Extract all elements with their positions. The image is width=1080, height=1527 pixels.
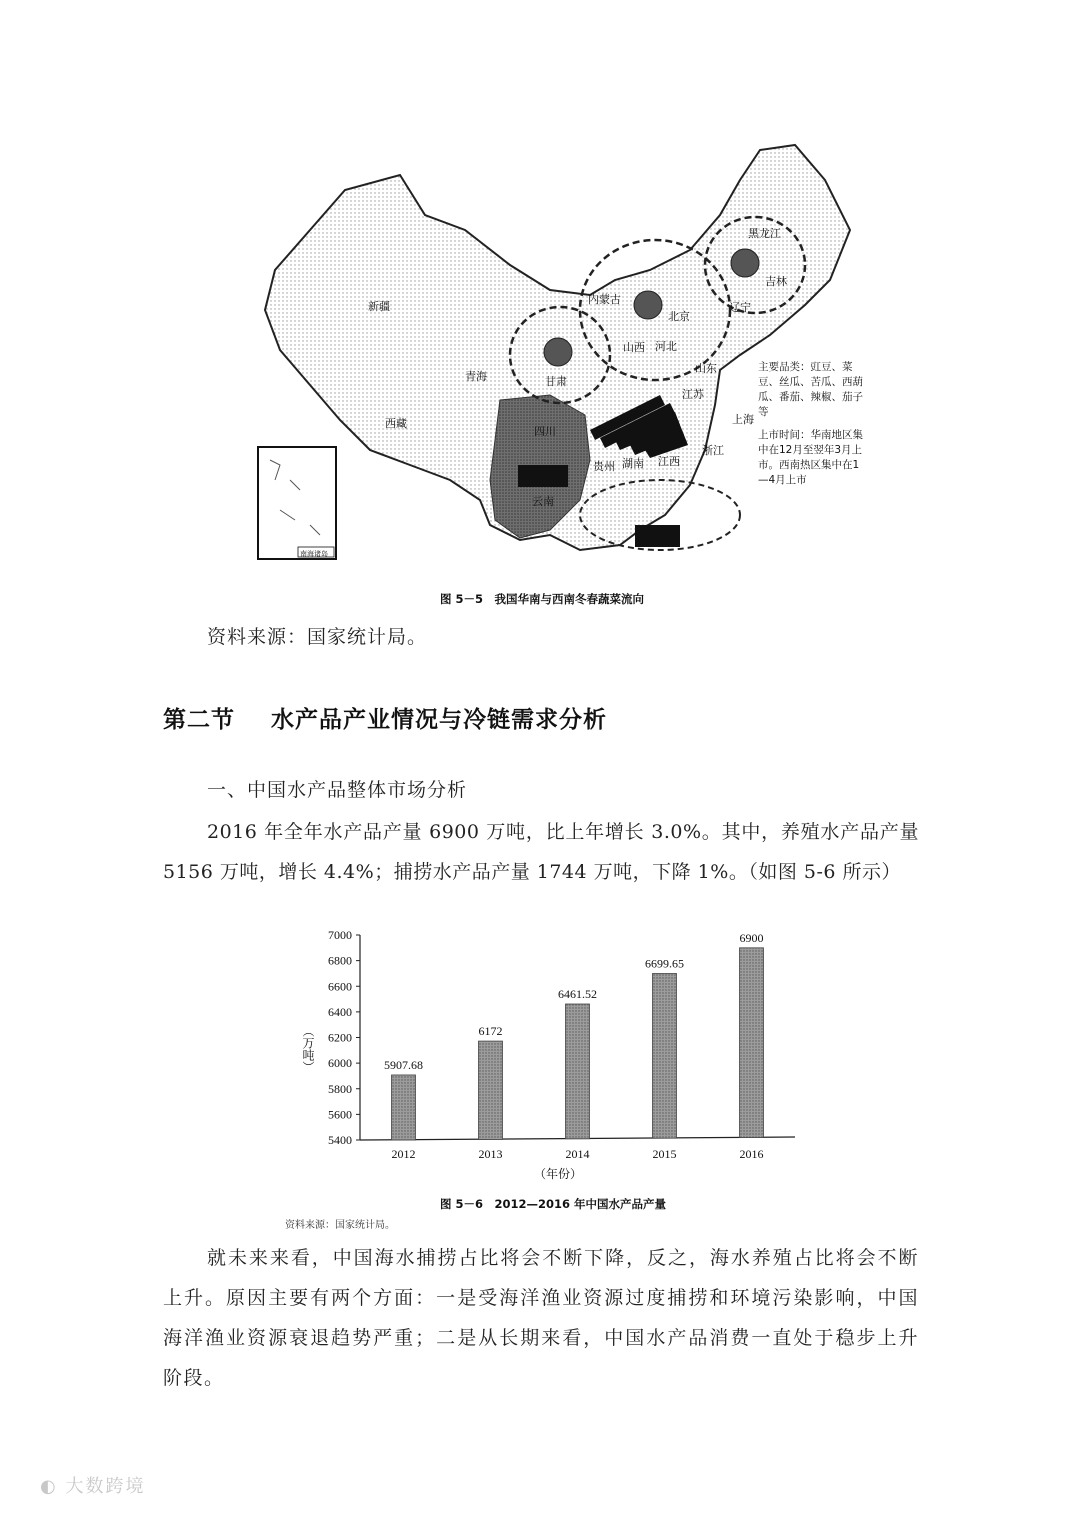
watermark-logo-icon: ◐ bbox=[40, 1476, 58, 1497]
bar-2016 bbox=[740, 948, 764, 1138]
x-tick-label-2012: 2012 bbox=[391, 1147, 416, 1161]
y-tick-label: 5800 bbox=[328, 1081, 352, 1096]
bar-2014 bbox=[566, 1004, 590, 1139]
bar-2015 bbox=[653, 973, 677, 1138]
source-note-1: 资料来源：国家统计局。 bbox=[207, 626, 428, 648]
data-label-2016: 6900 bbox=[739, 930, 764, 945]
y-tick-label: 6600 bbox=[328, 979, 352, 994]
map-svg bbox=[250, 120, 870, 582]
data-label-2014: 6461.52 bbox=[558, 986, 597, 1001]
aquatic-production-chart bbox=[290, 920, 810, 1190]
yunnan-zone bbox=[518, 465, 568, 487]
label-jilin: 吉林 bbox=[765, 275, 787, 288]
chart-svg bbox=[290, 920, 810, 1190]
watermark bbox=[40, 1472, 145, 1498]
x-tick-label-2014: 2014 bbox=[565, 1147, 590, 1161]
guangdong-zone bbox=[635, 525, 680, 547]
inset-title: 南海诸岛 bbox=[300, 550, 328, 558]
y-tick-label: 6000 bbox=[328, 1056, 352, 1071]
note-varieties: 主要品类：豇豆、菜豆、丝瓜、苦瓜、西葫瓜、番茄、辣椒、茄子等 bbox=[758, 361, 863, 418]
section-title: 水产品产业情况与冷链需求分析 bbox=[271, 707, 607, 733]
south-sea-inset bbox=[258, 447, 336, 559]
label-beijing: 北京 bbox=[668, 310, 690, 323]
data-label-2012: 5907.68 bbox=[384, 1057, 423, 1072]
figure-5-5-caption: 图 5－5 我国华南与西南冬春蔬菜流向 bbox=[440, 592, 645, 606]
y-axis-label: （万吨） bbox=[301, 1025, 315, 1073]
market-icon-gansu bbox=[544, 338, 572, 366]
bar-2013 bbox=[479, 1041, 503, 1139]
y-tick-label: 7000 bbox=[328, 928, 352, 942]
y-tick-label: 6400 bbox=[328, 1004, 352, 1019]
y-tick-label: 6800 bbox=[328, 953, 352, 968]
y-tick-label: 6200 bbox=[328, 1030, 352, 1045]
label-jiangsu: 江苏 bbox=[682, 388, 704, 401]
market-icon-beijing bbox=[634, 291, 662, 319]
x-tick-label-2013: 2013 bbox=[478, 1147, 503, 1161]
label-gansu: 甘肃 bbox=[545, 375, 567, 388]
paragraph-outlook: 就未来来看，中国海水捕捞占比将会不断下降，反之，海水养殖占比将会不断上升。原因主要有两个方面：一是受海洋渔业资源过度捕捞和环境污染影响，中国海洋渔业资源衰退趋势严重；二是从长期来看，中国水产品消费一直处于稳步上升阶段。 bbox=[163, 1247, 919, 1389]
x-axis-label: （年份） bbox=[533, 1167, 583, 1181]
china-vegetable-flow-map bbox=[250, 120, 870, 582]
data-label-2013: 6172 bbox=[478, 1024, 503, 1039]
x-tick-label-2016: 2016 bbox=[739, 1147, 764, 1161]
label-neimenggu: 内蒙古 bbox=[588, 293, 621, 306]
label-guizhou: 贵州 bbox=[593, 460, 615, 473]
label-liaoning: 辽宁 bbox=[729, 301, 751, 314]
y-tick-label: 5600 bbox=[328, 1107, 352, 1122]
label-sichuan: 四川 bbox=[534, 425, 556, 438]
data-label-2015: 6699.65 bbox=[645, 956, 684, 971]
map-legend-note bbox=[758, 360, 868, 496]
label-hebei: 河北 bbox=[655, 340, 677, 353]
section-heading bbox=[163, 701, 607, 734]
label-jiangxi: 江西 bbox=[658, 455, 680, 468]
label-zhejiang: 浙江 bbox=[702, 444, 724, 457]
paragraph-production: 2016 年全年水产品产量 6900 万吨，比上年增长 3.0%。其中，养殖水产品产量 5156 万吨，增长 4.4%；捕捞水产品产量 1744 万吨，下降 1%。（如图 5-6 所示） bbox=[163, 821, 919, 883]
watermark-text: 大数跨境 bbox=[65, 1476, 146, 1497]
market-icon-northeast bbox=[731, 249, 759, 277]
label-xizang: 西藏 bbox=[385, 417, 407, 430]
label-xinjiang: 新疆 bbox=[368, 300, 390, 313]
label-shandong: 山东 bbox=[695, 362, 717, 375]
label-heilongjiang: 黑龙江 bbox=[748, 227, 781, 240]
y-tick-label: 5400 bbox=[328, 1133, 352, 1147]
bar-2012 bbox=[392, 1075, 416, 1140]
label-yunnan: 云南 bbox=[532, 495, 554, 508]
subheading: 一、中国水产品整体市场分析 bbox=[207, 779, 468, 801]
x-tick-label-2015: 2015 bbox=[652, 1147, 677, 1161]
label-shanxi: 山西 bbox=[623, 341, 645, 354]
section-number: 第二节 bbox=[163, 707, 235, 733]
figure-5-6-caption: 图 5－6 2012—2016 年中国水产品产量 bbox=[440, 1197, 667, 1211]
label-hunan: 湖南 bbox=[622, 457, 644, 470]
label-qinghai: 青海 bbox=[465, 370, 487, 383]
label-shanghai: 上海 bbox=[732, 413, 754, 426]
source-note-2: 资料来源：国家统计局。 bbox=[285, 1220, 395, 1231]
note-timing: 上市时间：华南地区集中在12月至翌年3月上市。西南热区集中在1—4月上市 bbox=[758, 429, 863, 486]
